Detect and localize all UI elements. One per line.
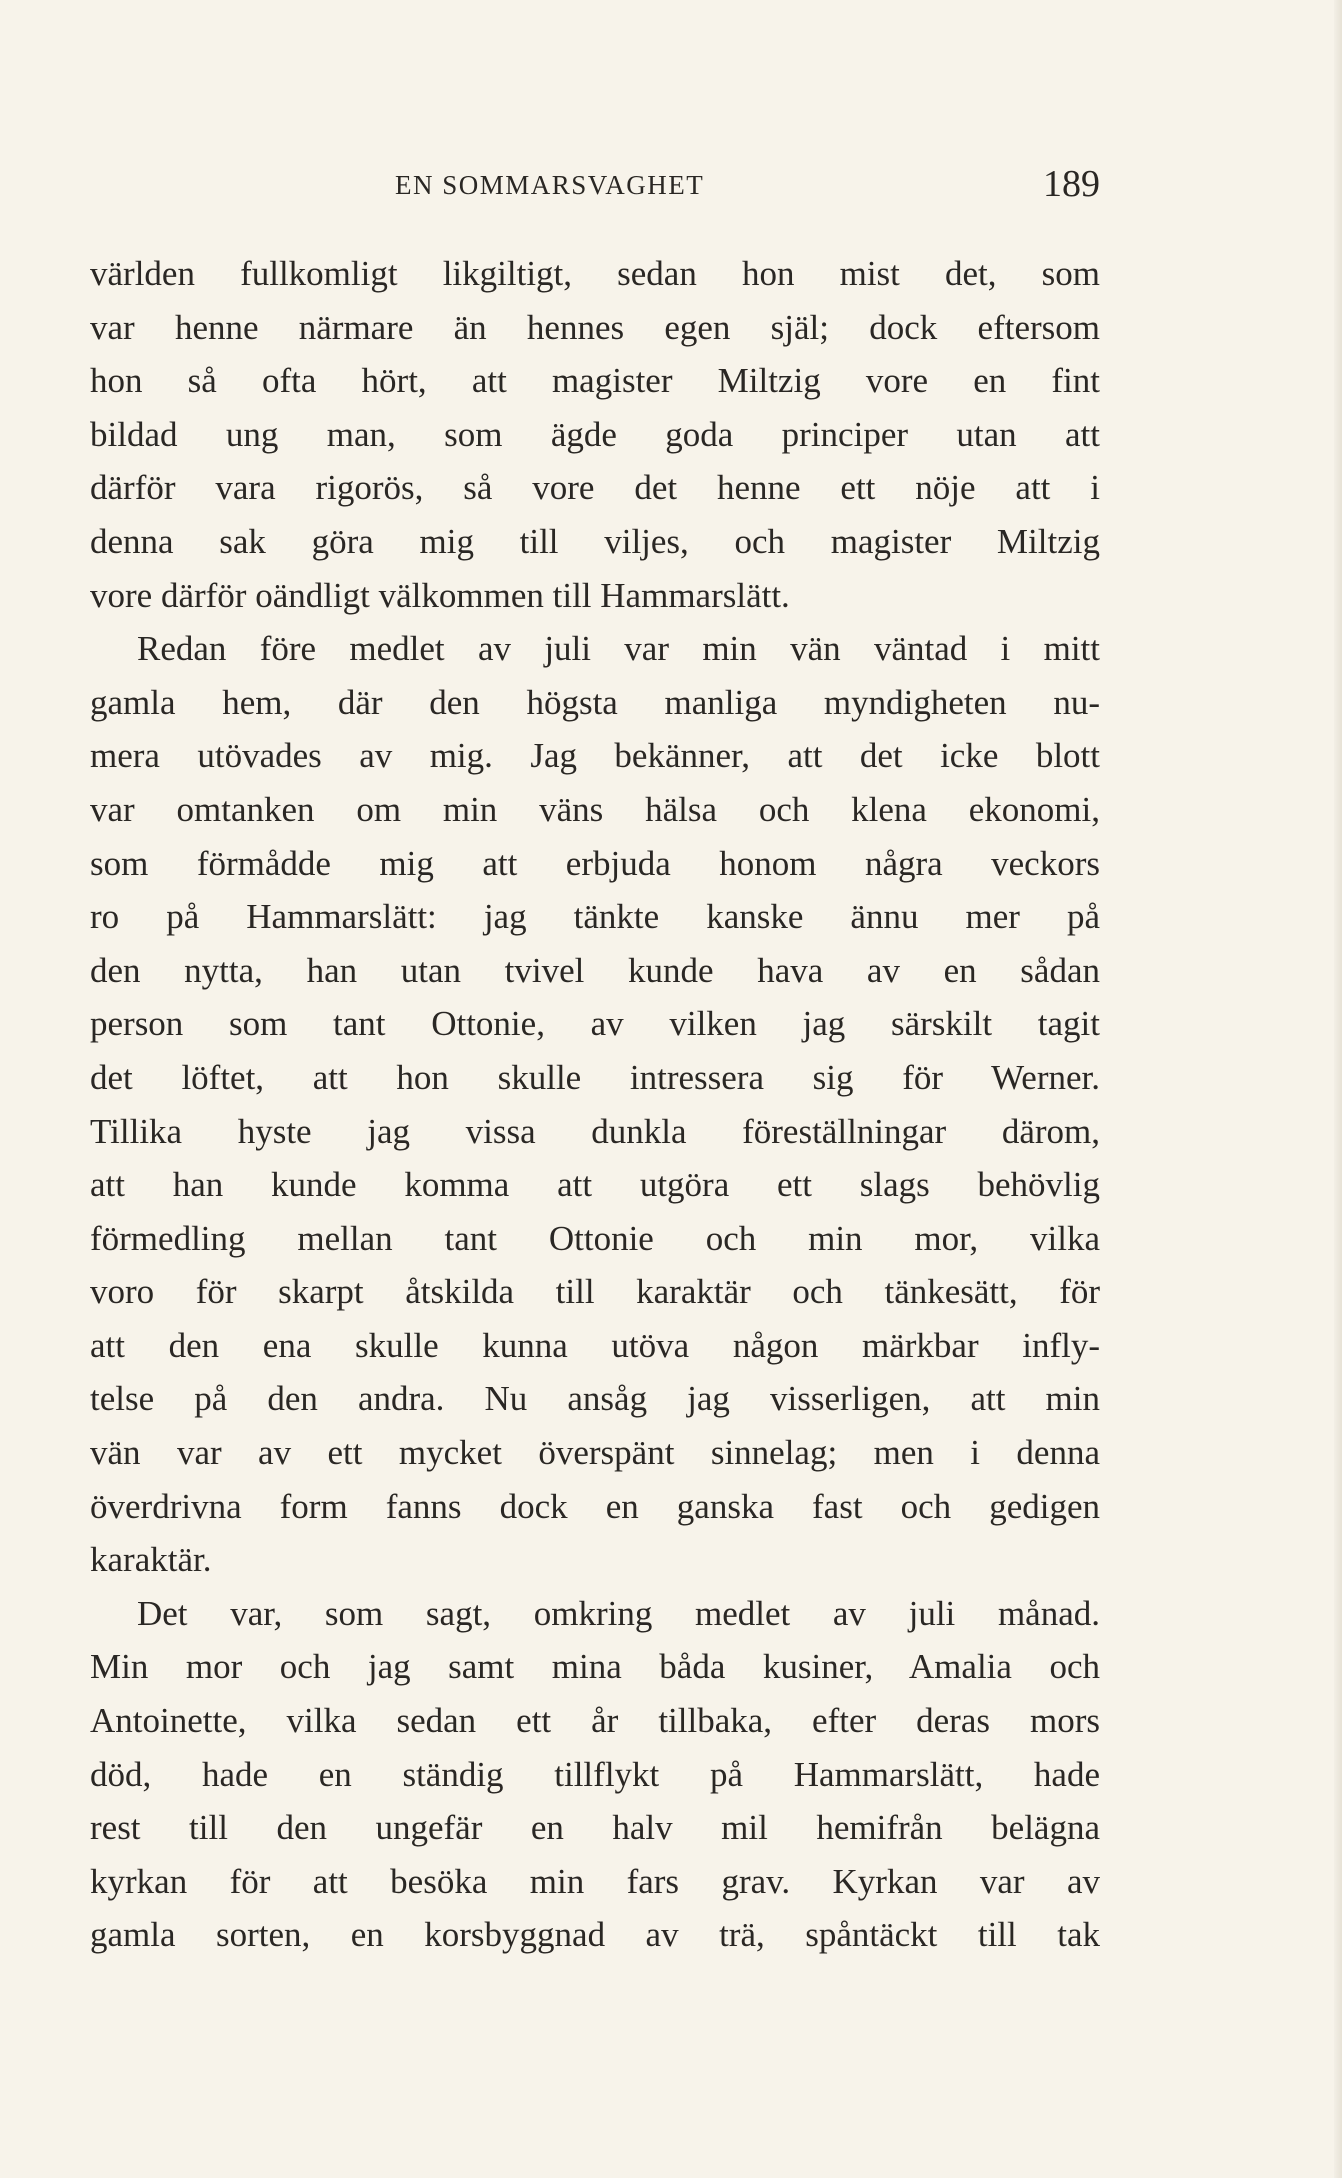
text-line: världen fullkomligt likgiltigt, sedan hon mist det, som [90, 254, 1100, 293]
text-line: gamla hem, där den högsta manliga myndigheten nu- [90, 682, 1100, 722]
text-line: var henne närmare än hennes egen själ; dock eftersom [90, 307, 1100, 347]
body-text [90, 247, 1100, 1962]
text-line: därför vara rigorös, så vore det henne ett nöje att i [90, 468, 1100, 508]
text-line: denna sak göra mig till viljes, och magister Miltzig [90, 521, 1100, 561]
page-header [90, 162, 1100, 212]
text-line: Min mor och jag samt mina båda kusiner, Amalia och [90, 1647, 1100, 1687]
text-line: den nytta, han utan tvivel kunde hava av en sådan [90, 950, 1100, 990]
text-line: hon så ofta hört, att magister Miltzig vore en fint [90, 361, 1100, 401]
text-line: telse på den andra. Nu ansåg jag visserligen, att min [90, 1379, 1100, 1419]
text-line: överdrivna form fanns dock en ganska fast och gedigen [90, 1486, 1100, 1526]
text-line: vän var av ett mycket överspänt sinnelag; men i denna [90, 1433, 1100, 1473]
text-line: död, hade en ständig tillflykt på Hammarslätt, hade [90, 1754, 1100, 1794]
text-line: person som tant Ottonie, av vilken jag särskilt tagit [90, 1004, 1100, 1044]
text-line: förmedling mellan tant Ottonie och min mor, vilka [90, 1218, 1100, 1258]
text-line: var omtanken om min väns hälsa och klena ekonomi, [90, 789, 1100, 829]
page-number: 189 [1043, 163, 1100, 205]
text-line: bildad ung man, som ägde goda principer utan att [90, 414, 1100, 454]
text-line: vore därför oändligt välkommen till Hammarslätt. [90, 575, 790, 615]
text-line: Antoinette, vilka sedan ett år tillbaka, efter deras mors [90, 1701, 1100, 1741]
text-line: som förmådde mig att erbjuda honom några veckors [90, 843, 1100, 883]
text-line: voro för skarpt åtskilda till karaktär och tänkesätt, för [90, 1272, 1100, 1312]
text-line: Det var, som sagt, omkring medlet av juli månad. [137, 1593, 1100, 1633]
text-line: rest till den ungefär en halv mil hemifrån belägna [90, 1808, 1100, 1848]
text-line: att han kunde komma att utgöra ett slags behövlig [90, 1165, 1100, 1205]
text-line: Redan före medlet av juli var min vän väntad i mitt [137, 629, 1100, 669]
text-line: det löftet, att hon skulle intressera sig för Werner. [90, 1057, 1100, 1097]
running-title: EN SOMMARSVAGHET [395, 170, 705, 200]
page-edge [1334, 0, 1342, 2178]
text-line: gamla sorten, en korsbyggnad av trä, spåntäckt till tak [90, 1915, 1100, 1955]
text-line: att den ena skulle kunna utöva någon märkbar infly- [90, 1325, 1100, 1365]
text-line: kyrkan för att besöka min fars grav. Kyrkan var av [90, 1861, 1100, 1901]
text-line: Tillika hyste jag vissa dunkla föreställningar därom, [90, 1111, 1100, 1151]
text-line: ro på Hammarslätt: jag tänkte kanske ännu mer på [90, 897, 1100, 937]
text-line: karaktär. [90, 1540, 212, 1580]
text-line: mera utövades av mig. Jag bekänner, att det icke blott [90, 736, 1100, 776]
